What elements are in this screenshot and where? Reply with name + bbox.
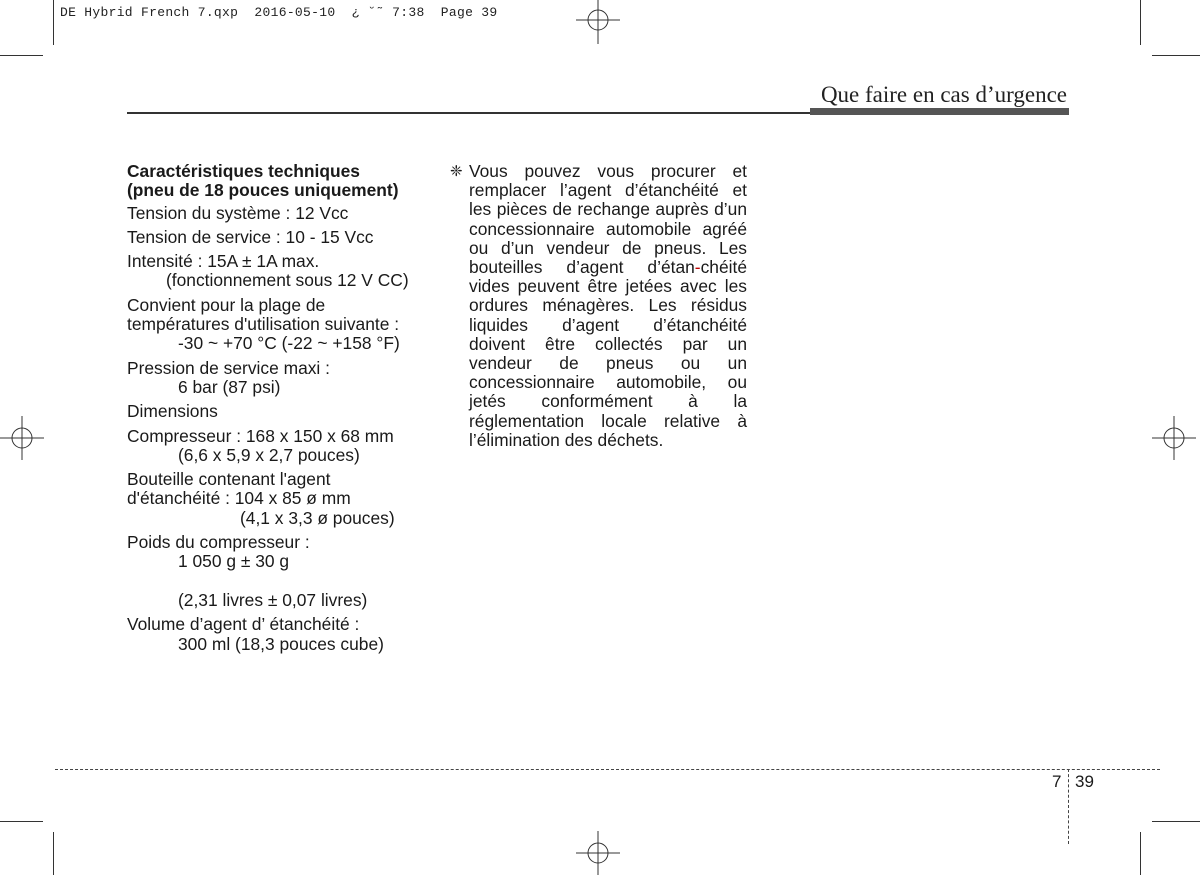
spec-weight-line1: Poids du compresseur :: [127, 532, 310, 553]
spec-volume-line1: Volume d’agent d’ étanchéité :: [127, 614, 360, 635]
print-slug: DE Hybrid French 7.qxp 2016-05-10 ¿ ˘˜ 7:38 Page 39: [60, 5, 498, 20]
spec-compressor-line2: (6,6 x 5,9 x 2,7 pouces): [178, 444, 360, 465]
spec-temperature: [127, 296, 427, 354]
spec-volume-line2: 300 ml (18,3 pouces cube): [178, 633, 384, 654]
spec-temp-line3: -30 ~ +70 °C (-22 ~ +158 °F): [178, 333, 400, 354]
spec-system-voltage: Tension du système : 12 Vcc: [127, 202, 349, 223]
note-block: [450, 162, 747, 450]
spec-compressor-line1: Compresseur : 168 x 150 x 68 mm: [127, 425, 394, 446]
crop-mark-top-right-vertical: [1140, 0, 1141, 45]
page-number-divider: [1068, 769, 1069, 844]
spec-title-line1: Caractéristiques techniques: [127, 161, 360, 181]
chapter-number: 7: [1052, 772, 1062, 791]
spec-dimensions-label: Dimensions: [127, 401, 218, 422]
spec-bottle-line1: Bouteille contenant l'agent: [127, 469, 331, 490]
spec-service-voltage: Tension de service : 10 - 15 Vcc: [127, 226, 374, 247]
registration-mark-bottom: [576, 831, 620, 875]
header-rule-bar: [810, 108, 1069, 115]
footer-rule: [55, 769, 1160, 770]
crop-mark-bottom-left-vertical: [53, 832, 54, 875]
note-hyphen: -: [694, 257, 701, 278]
header-rule: [127, 112, 812, 114]
spec-current: [127, 252, 427, 291]
spec-volume: [127, 615, 427, 654]
note-text-part1: Vous pouvez vous procurer et remplacer l’agent d’étanchéité et les pièces de rechange auprès d’un concessionnaire automobile agréé ou d’un vendeur de pneus. Les bouteilles d’agent d’étan: [469, 161, 747, 278]
spec-bottle-line3: (4,1 x 3,3 ø pouces): [240, 507, 395, 528]
spec-bottle: [127, 470, 427, 528]
crop-mark-top-left-vertical: [53, 0, 54, 45]
registration-mark-top: [576, 0, 620, 44]
spec-weight: [127, 533, 427, 610]
spec-bottle-line2: d'étanchéité : 104 x 85 ø mm: [127, 488, 351, 509]
spec-pressure: [127, 359, 427, 398]
crop-mark-top-right-horizontal: [1152, 55, 1200, 56]
page-number: 39: [1075, 772, 1094, 791]
spec-weight-line3: (2,31 livres ± 0,07 livres): [178, 589, 368, 610]
spec-temp-line1: Convient pour la plage de: [127, 294, 326, 315]
registration-mark-left: [0, 416, 44, 460]
note-text-part2: chéité vides peuvent être jetées avec les ordures ménagères. Les résidus liquides d’agent d’étanchéité doivent être collectés par un vendeur de pneus ou un concessionnaire automobile, ou jetés conformément à la réglementation locale relative à l’élimination des déchets.: [469, 257, 747, 450]
spec-pressure-line1: Pression de service maxi :: [127, 357, 330, 378]
crop-mark-bottom-right-vertical: [1140, 832, 1141, 875]
crop-mark-bottom-left-horizontal: [0, 821, 43, 822]
spec-current-line1: Intensité : 15A ± 1A max.: [127, 251, 320, 272]
spec-compressor: [127, 427, 427, 466]
spec-pressure-line2: 6 bar (87 psi): [178, 376, 281, 397]
note-marker-icon: ❈: [450, 163, 463, 180]
spec-current-line2: (fonctionnement sous 12 V CC): [166, 270, 409, 291]
registration-mark-right: [1152, 416, 1196, 460]
crop-mark-top-left-horizontal: [0, 55, 43, 56]
spec-column: [127, 162, 427, 659]
note-text: [469, 162, 747, 450]
spec-title: [127, 162, 427, 201]
spec-weight-line2: 1 050 g ± 30 g: [178, 551, 290, 572]
spec-temp-line2: températures d'utilisation suivante :: [127, 314, 400, 335]
spec-title-line2: (pneu de 18 pouces uniquement): [127, 180, 399, 201]
crop-mark-bottom-right-horizontal: [1152, 821, 1200, 822]
section-title: Que faire en cas d’urgence: [820, 82, 1067, 107]
